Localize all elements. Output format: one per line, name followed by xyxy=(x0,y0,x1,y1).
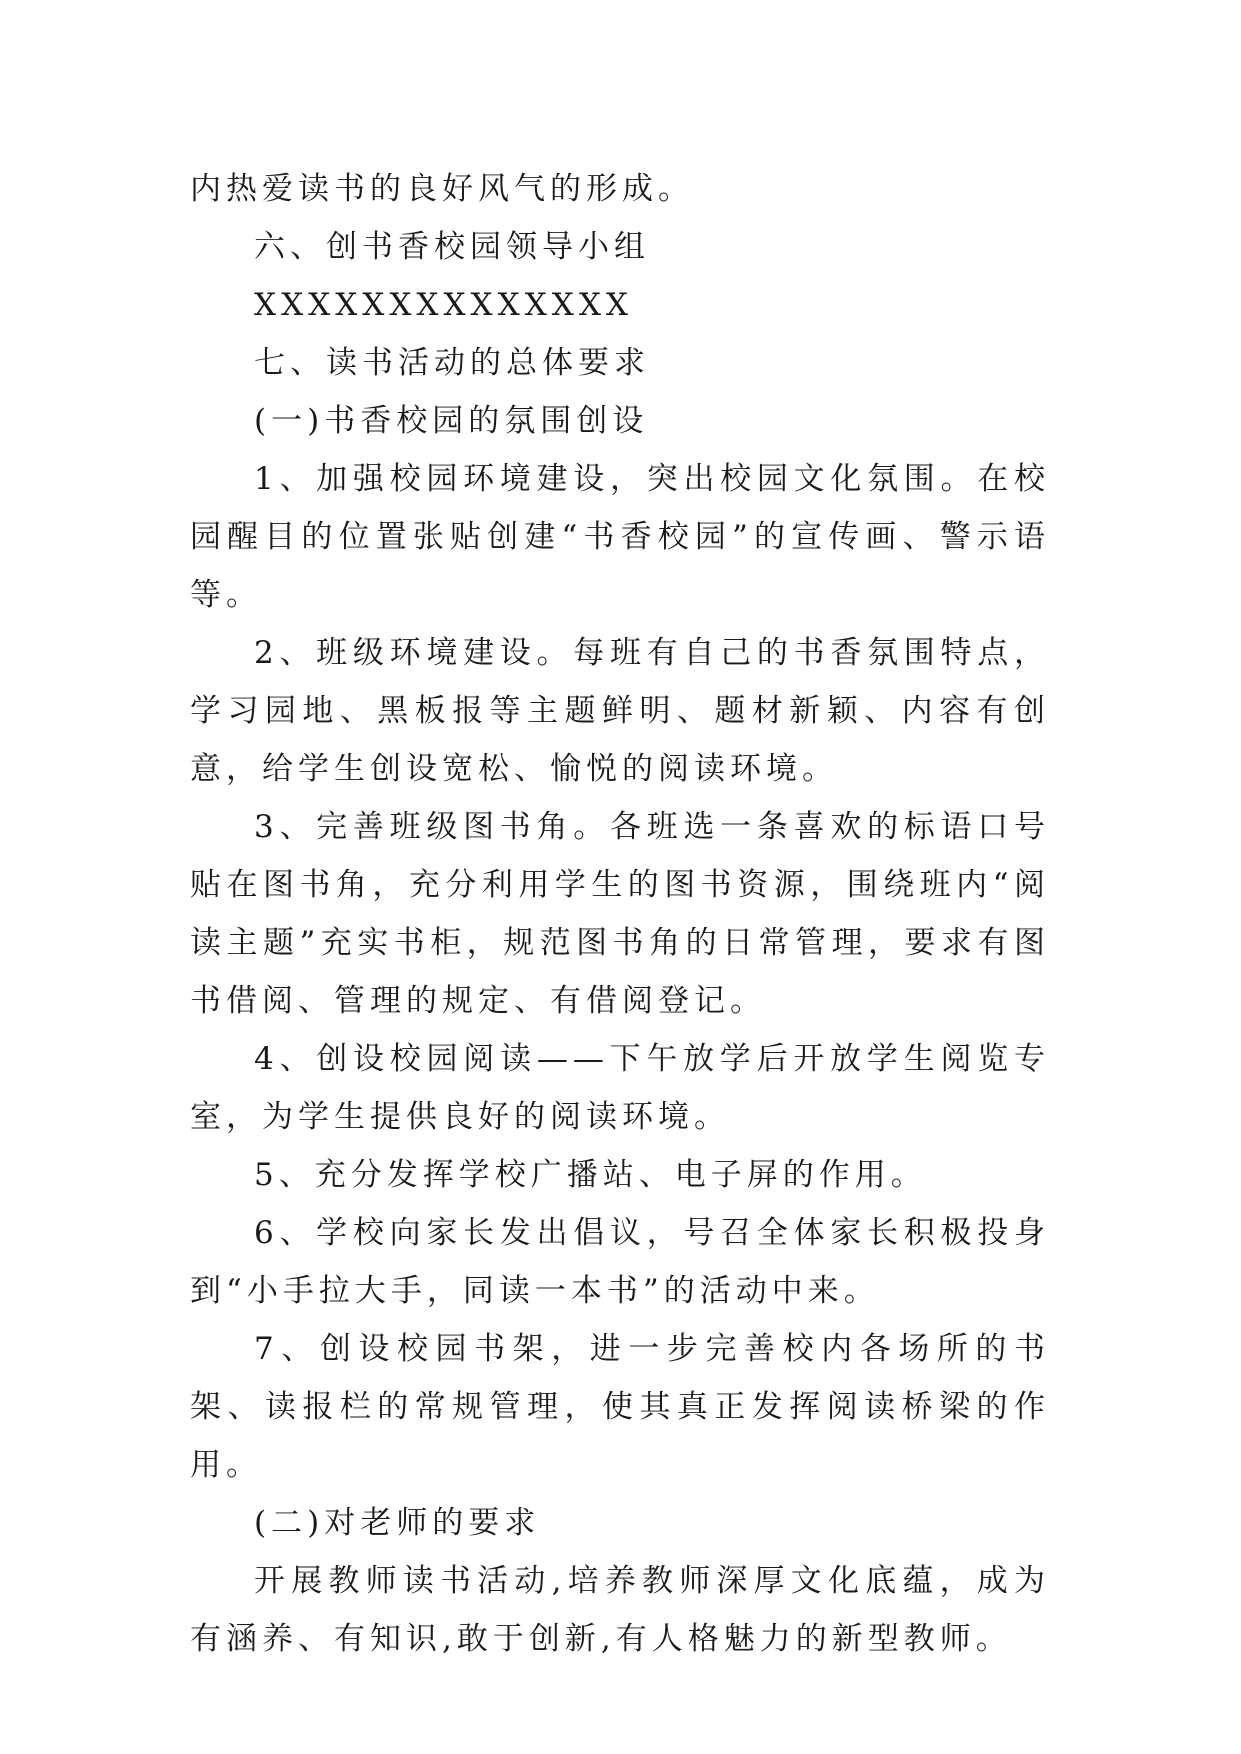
leadership-group-members: XXXXXXXXXXXXXX xyxy=(254,287,633,323)
paragraph-continuation: 内热爱读书的良好风气的形成。 xyxy=(190,171,694,207)
list-item-book-corner: 3、完善班级图书角。各班选一条喜欢的标语口号贴在图书角，充分利用学生的图书资源，围绕班内“阅读主题”充实书柜，规范图书角的日常管理，要求有图书借阅、管理的规定、有借阅登记。 xyxy=(190,809,1050,1019)
list-item-bookshelf: 7、创设校园书架，进一步完善校内各场所的书架、读报栏的常规管理，使其真正发挥阅读桥梁的作用。 xyxy=(190,1331,1050,1483)
list-item-reading-room: 4、创设校园阅读——下午放学后开放学生阅览专室，为学生提供良好的阅读环境。 xyxy=(190,1041,1050,1135)
paragraph-teacher-reading: 开展教师读书活动,培养教师深厚文化底蕴，成为有涵养、有知识,敢于创新,有人格魅力的新型教师。 xyxy=(190,1563,1050,1657)
subheading-atmosphere: (一)书香校园的氛围创设 xyxy=(254,403,649,439)
subheading-teacher-requirements: (二)对老师的要求 xyxy=(254,1505,541,1541)
heading-leadership-group: 六、创书香校园领导小组 xyxy=(254,229,650,265)
document-body xyxy=(190,160,1050,1668)
heading-general-requirements: 七、读书活动的总体要求 xyxy=(254,345,650,381)
list-item-broadcast: 5、充分发挥学校广播站、电子屏的作用。 xyxy=(254,1157,927,1193)
list-item-campus-environment: 1、加强校园环境建设，突出校园文化氛围。在校园醒目的位置张贴创建“书香校园”的宣传画、警示语等。 xyxy=(190,461,1050,613)
list-item-parents: 6、学校向家长发出倡议，号召全体家长积极投身到“小手拉大手，同读一本书”的活动中来。 xyxy=(190,1215,1050,1309)
list-item-class-environment: 2、班级环境建设。每班有自己的书香氛围特点，学习园地、黑板报等主题鲜明、题材新颖、内容有创意，给学生创设宽松、愉悦的阅读环境。 xyxy=(190,635,1050,787)
